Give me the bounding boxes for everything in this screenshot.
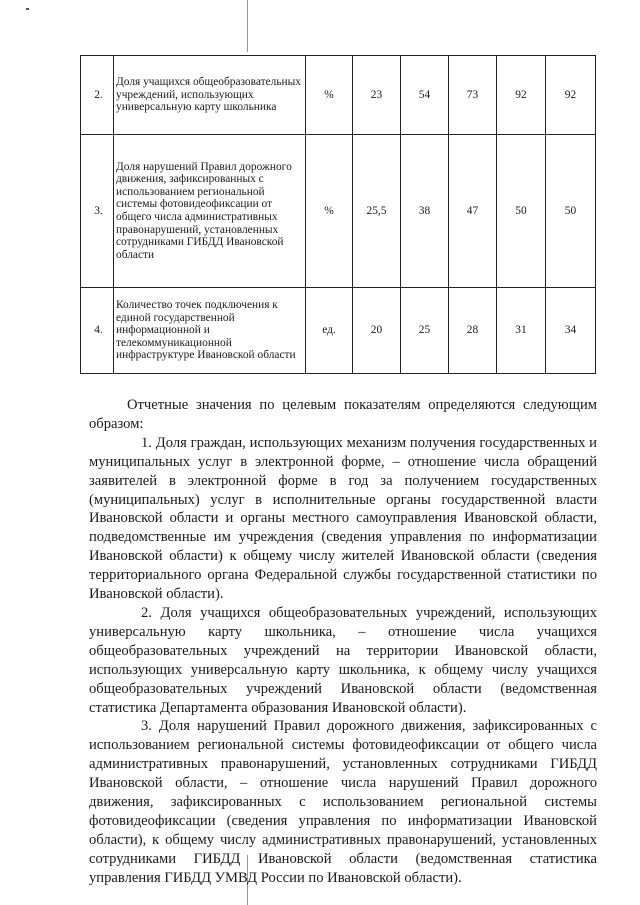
row-value: 92 (546, 56, 596, 135)
row-value: 25,5 (353, 135, 401, 288)
scan-speck (26, 8, 29, 10)
row-value: 54 (401, 56, 449, 135)
row-number: 4. (81, 288, 114, 374)
row-description: Доля нарушений Правил дорожного движения, зафиксированных с использованием региональной системы фотовидеофиксации от общего числа административных правонарушений, установленных сотрудниками ГИБДД Ивановской области (114, 135, 306, 288)
body-text (89, 396, 597, 888)
row-value: 38 (401, 135, 449, 288)
table-row (81, 288, 596, 374)
row-value: 20 (353, 288, 401, 374)
row-number: 2. (81, 56, 114, 135)
row-value: 92 (497, 56, 546, 135)
row-value: 50 (497, 135, 546, 288)
row-value: 25 (401, 288, 449, 374)
row-value: 47 (449, 135, 497, 288)
row-value: 50 (546, 135, 596, 288)
table-row (81, 135, 596, 288)
row-value: 23 (353, 56, 401, 135)
paragraph-item-3: 3. Доля нарушений Правил дорожного движения, зафиксированных с использованием региональной системы фотовидеофиксации от общего числа административных правонарушений, установленных сотрудниками ГИБДД Ивановской области, – отношение числа нарушений Правил дорожного движения, зафиксированных с использованием региональной системы фотовидеофиксации (сведения управления по информатизации Ивановской области), к общему числу административных правонарушений, установленных сотрудниками ГИБДД Ивановской области (ведомственная статистика управления ГИБДД УМВД России по Ивановской области). (89, 718, 597, 886)
row-description: Количество точек подключения к единой государственной информационной и телекоммуникационной инфраструктуре Ивановской области (114, 288, 306, 374)
row-unit: ед. (306, 288, 353, 374)
row-value: 34 (546, 288, 596, 374)
table-row (81, 56, 596, 135)
row-value: 73 (449, 56, 497, 135)
intro-paragraph: Отчетные значения по целевым показателям определяются следующим образом: (89, 397, 597, 432)
paragraph-item-2: 2. Доля учащихся общеобразовательных учреждений, использующих универсальную карту школьника, – отношение числа учащихся общеобразовательных учреждений на территории Ивановской области, использующих универсальную карту школьника, к общему числу учащихся общеобразовательных учреждений Ивановской области (ведомственная статистика Департамента образования Ивановской области). (89, 604, 597, 716)
row-unit: % (306, 56, 353, 135)
row-number: 3. (81, 135, 114, 288)
row-value: 28 (449, 288, 497, 374)
fold-line-top (247, 0, 248, 52)
row-unit: % (306, 135, 353, 288)
row-value: 31 (497, 288, 546, 374)
indicators-table (80, 55, 596, 374)
paragraph-item-1: 1. Доля граждан, использующих механизм получения государственных и муниципальных услуг в электронной форме, – отношение числа обращений заявителей в электронной форме в год за получением государственных (муниципальных) услуг в исполнительные органы государственной власти Ивановской области и органы местного самоуправления Ивановской области, подведомственные им учреждения (сведения управления по информатизации Ивановской области) к общему числу жителей Ивановской области (сведения территориального органа Федеральной службы государственной статистики по Ивановской области). (89, 434, 597, 603)
row-description: Доля учащихся общеобразовательных учреждений, использующих универсальную карту школьника (114, 56, 306, 135)
